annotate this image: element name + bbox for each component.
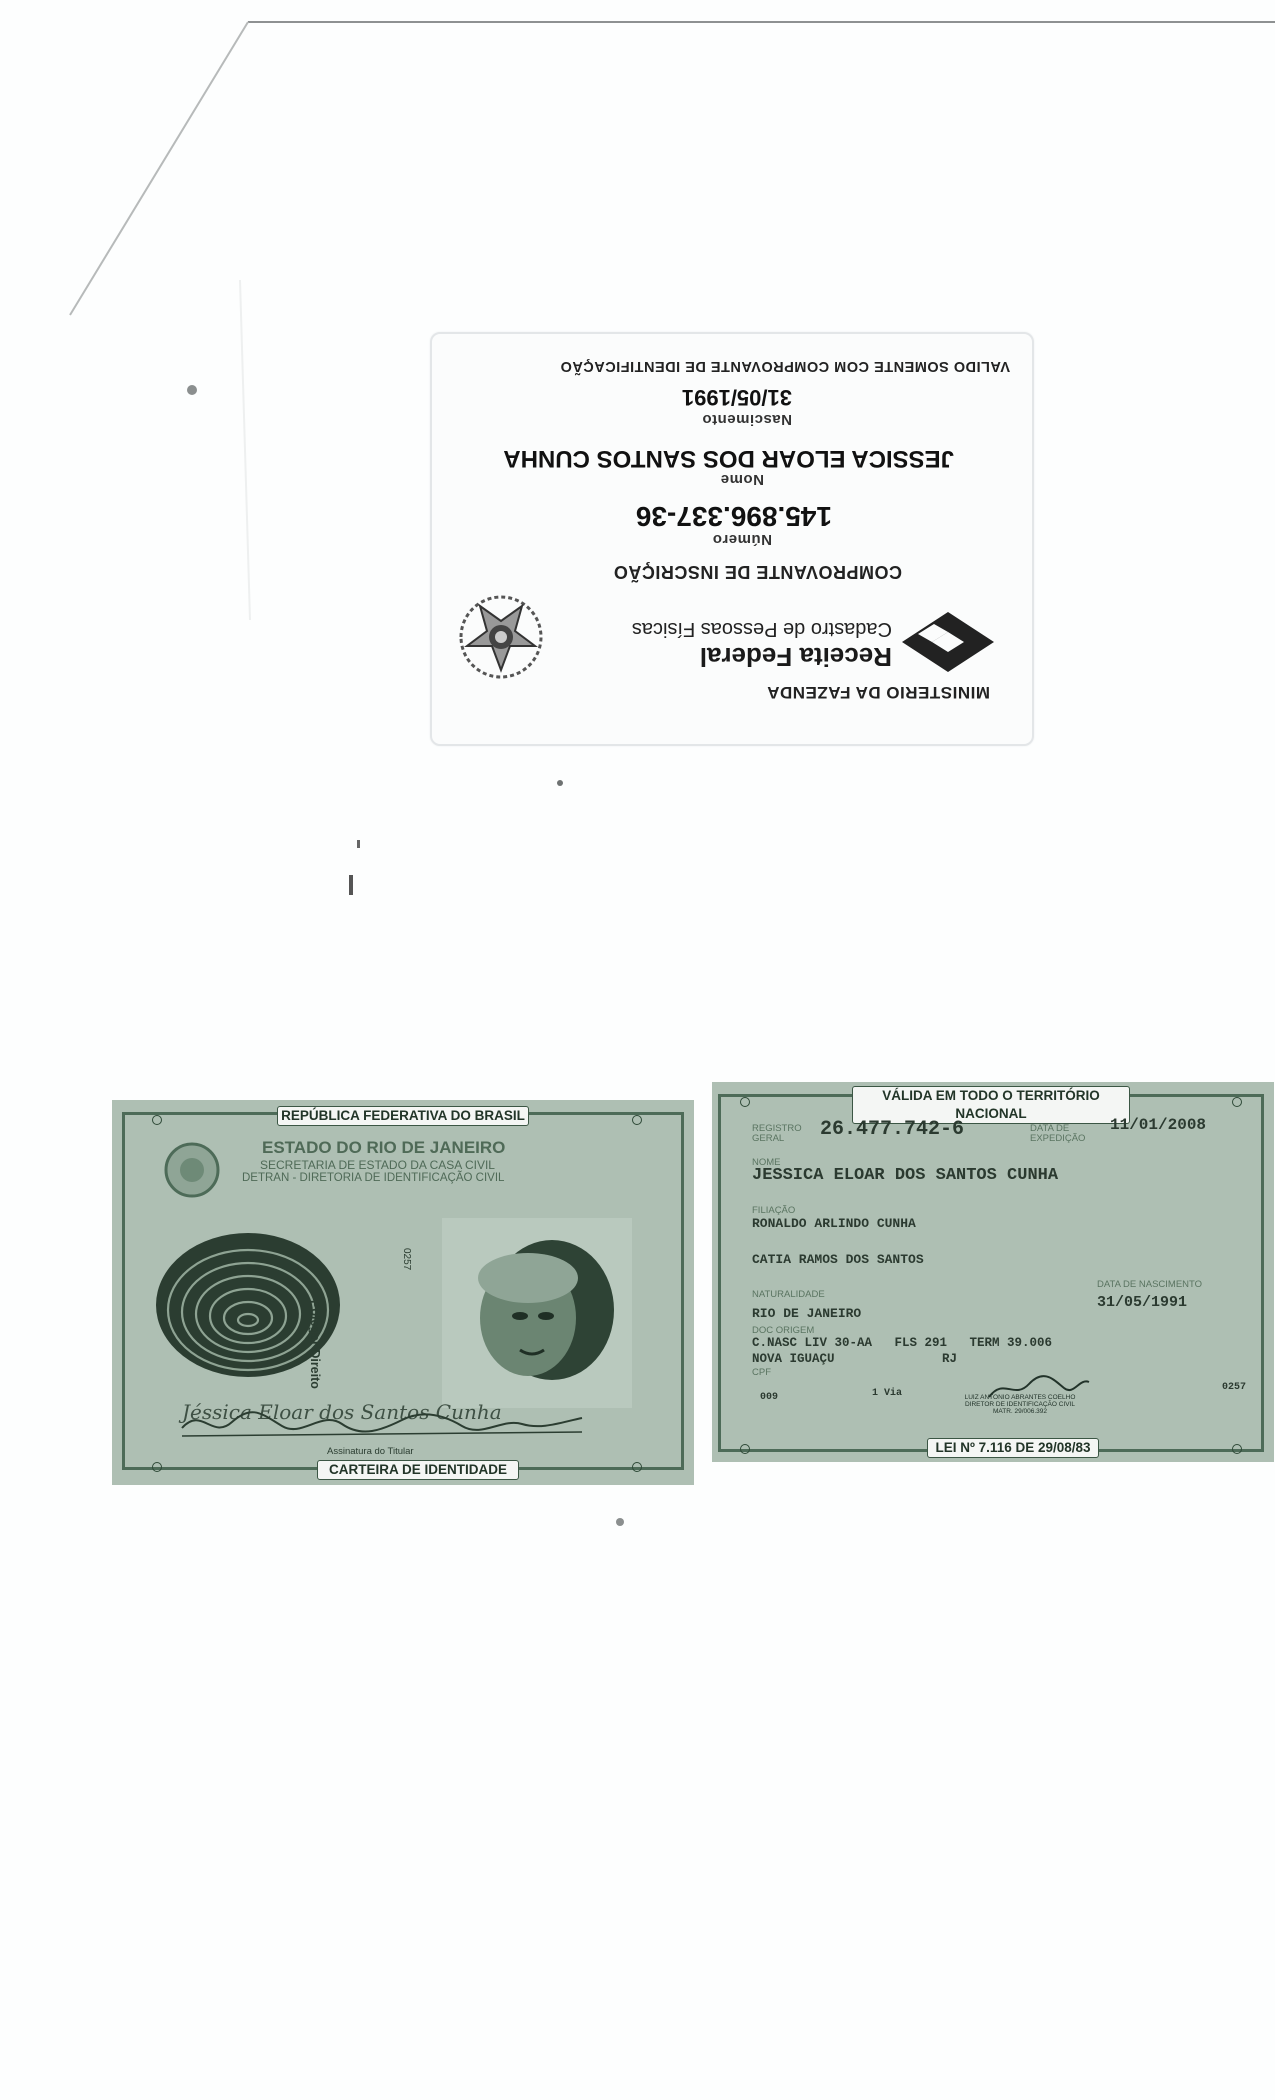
scan-speck [357, 840, 360, 848]
state-seal-icon [162, 1140, 222, 1200]
father-name: RONALDO ARLINDO CUNHA [752, 1216, 916, 1231]
country-banner: REPÚBLICA FEDERATIVA DO BRASIL [277, 1106, 529, 1126]
corner-ring [632, 1462, 642, 1472]
cpf-number: 145.896.337-36 [635, 501, 832, 532]
corner-ring [632, 1115, 642, 1125]
back-code: 0257 [1222, 1382, 1247, 1393]
corner-ring [740, 1444, 750, 1454]
origin-state: RJ [942, 1352, 958, 1366]
registry-label: REGISTRO GERAL [752, 1123, 802, 1144]
registry-number: 26.477.742-6 [820, 1118, 965, 1141]
field-009: 009 [760, 1392, 779, 1403]
birthplace-label: NATURALIDADE [752, 1289, 825, 1300]
director-name: LUIZ ANTONIO ABRANTES COELHO [964, 1394, 1076, 1401]
issue-label: DATA DE EXPEDIÇÃO [1030, 1123, 1086, 1144]
birth-label: Nascimento [701, 411, 792, 428]
holder-name: JESSICA ELOAR DOS SANTOS CUNHA [752, 1166, 1059, 1185]
corner-ring [740, 1097, 750, 1107]
via-number: 1 Via [872, 1388, 903, 1399]
scan-speck [187, 385, 197, 395]
law-banner: LEI Nº 7.116 DE 29/08/83 [927, 1438, 1099, 1458]
corner-ring [1232, 1444, 1242, 1454]
validity-banner: VÁLIDA EM TODO O TERRITÓRIO NACIONAL [852, 1086, 1130, 1124]
document-title: COMPROVANTE DE INSCRIÇÃO [613, 562, 902, 582]
birth-label: DATA DE NASCIMENTO [1097, 1279, 1203, 1290]
agency-name: Receita Federal [699, 642, 892, 672]
registry-name: Cadastro de Pessoas Físicas [631, 618, 892, 640]
director-registration: MATR. 29/006.392 [992, 1408, 1048, 1415]
origin-city: NOVA IGUAÇU [752, 1352, 835, 1366]
holder-name: JESSICA ELOAR DOS SANTOS CUNHA [503, 445, 954, 472]
birth-date: 31/05/1991 [1097, 1294, 1188, 1311]
origin-label: DOC ORIGEM [752, 1325, 815, 1336]
card-type-banner: CARTEIRA DE IDENTIDADE [317, 1460, 519, 1480]
birthplace: RIO DE JANEIRO [752, 1306, 862, 1321]
front-code: 0257 [401, 1248, 412, 1271]
signature-label: Assinatura do Titular [327, 1446, 414, 1457]
department-name: DETRAN - DIRETORIA DE IDENTIFICAÇÃO CIVIL [242, 1172, 505, 1184]
signature: Jéssica Eloar dos Santos Cunha [182, 1400, 502, 1424]
corner-ring [152, 1115, 162, 1125]
issue-date: 11/01/2008 [1110, 1116, 1207, 1134]
birth-date: 31/05/1991 [681, 385, 792, 410]
brazil-coat-of-arms-icon [458, 594, 544, 680]
scan-shadow-line [240, 280, 250, 620]
cpf-label: CPF [752, 1367, 771, 1378]
mother-name: CATIA RAMOS DOS SANTOS [752, 1252, 924, 1267]
scan-speck [349, 875, 353, 895]
thumb-label: Polegar Direito [308, 1300, 322, 1389]
scan-speck [557, 780, 563, 786]
receita-federal-logo-icon [902, 602, 994, 672]
director-title: DIRETOR DE IDENTIFICAÇÃO CIVIL [964, 1401, 1076, 1408]
corner-ring [152, 1462, 162, 1472]
cpf-card [430, 332, 1034, 746]
rg-front-card [112, 1100, 694, 1485]
director-block [950, 1394, 1090, 1415]
cpf-number-label: Número [712, 531, 772, 548]
holder-photo [442, 1218, 632, 1408]
filiation-label: FILIAÇÃO [752, 1205, 796, 1216]
origin-document: C.NASC LIV 30-AA FLS 291 TERM 39.006 [752, 1336, 1053, 1350]
secretariat-name: SECRETARIA DE ESTADO DA CASA CIVIL [260, 1158, 495, 1172]
validity-note: VALIDO SOMENTE COM COMPROVANTE DE IDENTIFICAÇÃO [560, 358, 1010, 374]
name-label: NOME [752, 1157, 781, 1168]
scan-fold-line [70, 22, 248, 315]
state-name: ESTADO DO RIO DE JANEIRO [262, 1138, 506, 1157]
ministry-name: MINISTERIO DA FAZENDA [766, 683, 990, 702]
scan-speck [616, 1518, 624, 1526]
name-label: Nome [720, 471, 764, 488]
rg-back-card [712, 1082, 1274, 1462]
corner-ring [1232, 1097, 1242, 1107]
